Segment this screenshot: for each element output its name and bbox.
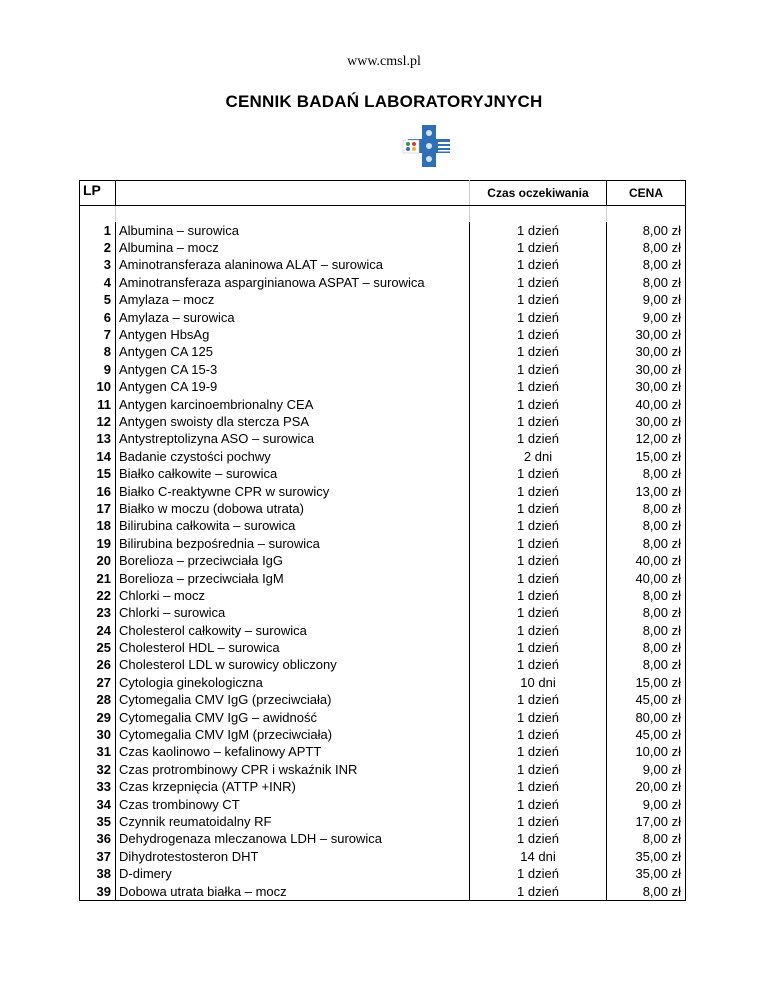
row-number: 24: [80, 622, 116, 639]
price: 8,00 zł: [607, 639, 686, 656]
test-name: Antygen CA 15-3: [116, 361, 470, 378]
table-row: [80, 831, 686, 848]
table-row: [80, 692, 686, 709]
waiting-time: 1 dzień: [470, 274, 607, 291]
table-row: [80, 605, 686, 622]
col-header-price: CENA: [607, 181, 686, 206]
table-row: [80, 779, 686, 796]
waiting-time: 1 dzień: [470, 326, 607, 343]
test-name: Bilirubina całkowita – surowica: [116, 518, 470, 535]
table-row: [80, 344, 686, 361]
waiting-time: 1 dzień: [470, 239, 607, 256]
price: 40,00 zł: [607, 570, 686, 587]
row-number: 2: [80, 239, 116, 256]
table-row: [80, 587, 686, 604]
row-number: 31: [80, 744, 116, 761]
row-number: 32: [80, 761, 116, 778]
price: 8,00 zł: [607, 239, 686, 256]
price: 40,00 zł: [607, 552, 686, 569]
test-name: Cholesterol całkowity – surowica: [116, 622, 470, 639]
test-name: Czas krzepnięcia (ATTP +INR): [116, 779, 470, 796]
price: 12,00 zł: [607, 431, 686, 448]
test-name: Aminotransferaza alaninowa ALAT – surowica: [116, 257, 470, 274]
waiting-time: 1 dzień: [470, 257, 607, 274]
table-row: [80, 326, 686, 343]
price: 8,00 zł: [607, 831, 686, 848]
row-number: 10: [80, 379, 116, 396]
table-row: [80, 761, 686, 778]
test-name: Białko całkowite – surowica: [116, 465, 470, 482]
waiting-time: 1 dzień: [470, 309, 607, 326]
table-row: [80, 483, 686, 500]
table-row: [80, 500, 686, 517]
waiting-time: 1 dzień: [470, 222, 607, 239]
table-row: [80, 657, 686, 674]
waiting-time: 1 dzień: [470, 552, 607, 569]
waiting-time: 1 dzień: [470, 431, 607, 448]
test-name: Białko C-reaktywne CPR w surowicy: [116, 483, 470, 500]
test-name: Cholesterol LDL w surowicy obliczony: [116, 657, 470, 674]
row-number: 19: [80, 535, 116, 552]
price: 35,00 zł: [607, 865, 686, 882]
waiting-time: 1 dzień: [470, 605, 607, 622]
row-number: 23: [80, 605, 116, 622]
test-name: Amylaza – mocz: [116, 292, 470, 309]
price: 30,00 zł: [607, 344, 686, 361]
test-name: Dobowa utrata białka – mocz: [116, 883, 470, 901]
waiting-time: 1 dzień: [470, 831, 607, 848]
test-name: Dihydrotestosteron DHT: [116, 848, 470, 865]
waiting-time: 14 dni: [470, 848, 607, 865]
price: 30,00 zł: [607, 379, 686, 396]
waiting-time: 1 dzień: [470, 865, 607, 882]
row-number: 12: [80, 413, 116, 430]
table-row: [80, 726, 686, 743]
row-number: 25: [80, 639, 116, 656]
price: 9,00 zł: [607, 796, 686, 813]
table-row: [80, 309, 686, 326]
test-name: Cholesterol HDL – surowica: [116, 639, 470, 656]
price: 15,00 zł: [607, 448, 686, 465]
table-row: [80, 570, 686, 587]
price: 8,00 zł: [607, 222, 686, 239]
row-number: 21: [80, 570, 116, 587]
row-number: 4: [80, 274, 116, 291]
row-number: 34: [80, 796, 116, 813]
test-name: Czynnik reumatoidalny RF: [116, 813, 470, 830]
row-number: 20: [80, 552, 116, 569]
table-row: [80, 239, 686, 256]
table-row: [80, 674, 686, 691]
test-name: D-dimery: [116, 865, 470, 882]
row-number: 22: [80, 587, 116, 604]
row-number: 37: [80, 848, 116, 865]
waiting-time: 1 dzień: [470, 761, 607, 778]
waiting-time: 1 dzień: [470, 465, 607, 482]
price: 8,00 zł: [607, 465, 686, 482]
waiting-time: 1 dzień: [470, 744, 607, 761]
test-name: Aminotransferaza asparginianowa ASPAT – surowica: [116, 274, 470, 291]
col-header-name: [116, 181, 470, 206]
table-row: [80, 222, 686, 239]
waiting-time: 1 dzień: [470, 726, 607, 743]
waiting-time: 1 dzień: [470, 587, 607, 604]
row-number: 27: [80, 674, 116, 691]
test-name: Antygen swoisty dla stercza PSA: [116, 413, 470, 430]
test-name: Albumina – mocz: [116, 239, 470, 256]
test-name: Cytomegalia CMV IgM (przeciwciała): [116, 726, 470, 743]
table-row: [80, 813, 686, 830]
row-number: 35: [80, 813, 116, 830]
table-row: [80, 465, 686, 482]
row-number: 1: [80, 222, 116, 239]
table-row: [80, 552, 686, 569]
price: 8,00 zł: [607, 257, 686, 274]
price: 30,00 zł: [607, 361, 686, 378]
waiting-time: 1 dzień: [470, 883, 607, 901]
row-number: 33: [80, 779, 116, 796]
table-row: [80, 396, 686, 413]
test-name: Borelioza – przeciwciała IgG: [116, 552, 470, 569]
test-name: Dehydrogenaza mleczanowa LDH – surowica: [116, 831, 470, 848]
row-number: 38: [80, 865, 116, 882]
price: 8,00 zł: [607, 500, 686, 517]
col-header-lp: LP: [80, 181, 116, 206]
test-name: Antygen karcinoembrionalny CEA: [116, 396, 470, 413]
price: 45,00 zł: [607, 692, 686, 709]
waiting-time: 1 dzień: [470, 361, 607, 378]
test-name: Czas kaolinowo – kefalinowy APTT: [116, 744, 470, 761]
waiting-time: 1 dzień: [470, 292, 607, 309]
price: 80,00 zł: [607, 709, 686, 726]
waiting-time: 1 dzień: [470, 379, 607, 396]
price-table: [79, 180, 686, 901]
table-row: [80, 639, 686, 656]
table-row: [80, 257, 686, 274]
table-row: [80, 865, 686, 882]
waiting-time: 1 dzień: [470, 396, 607, 413]
test-name: Antygen CA 19-9: [116, 379, 470, 396]
price: 8,00 zł: [607, 657, 686, 674]
test-name: Borelioza – przeciwciała IgM: [116, 570, 470, 587]
table-row: [80, 796, 686, 813]
row-number: 39: [80, 883, 116, 901]
row-number: 28: [80, 692, 116, 709]
test-name: Badanie czystości pochwy: [116, 448, 470, 465]
price: 10,00 zł: [607, 744, 686, 761]
row-number: 11: [80, 396, 116, 413]
price: 17,00 zł: [607, 813, 686, 830]
table-row: [80, 744, 686, 761]
row-number: 5: [80, 292, 116, 309]
spacer-row: [80, 206, 686, 223]
table-row: [80, 883, 686, 901]
test-name: Chlorki – surowica: [116, 605, 470, 622]
site-url: www.cmsl.pl: [347, 54, 421, 69]
medical-cross-logo-icon: [400, 123, 462, 169]
test-name: Antygen CA 125: [116, 344, 470, 361]
table-row: [80, 448, 686, 465]
row-number: 7: [80, 326, 116, 343]
waiting-time: 1 dzień: [470, 535, 607, 552]
row-number: 17: [80, 500, 116, 517]
waiting-time: 1 dzień: [470, 500, 607, 517]
waiting-time: 1 dzień: [470, 779, 607, 796]
test-name: Amylaza – surowica: [116, 309, 470, 326]
price: 8,00 zł: [607, 274, 686, 291]
row-number: 18: [80, 518, 116, 535]
row-number: 30: [80, 726, 116, 743]
waiting-time: 1 dzień: [470, 622, 607, 639]
waiting-time: 1 dzień: [470, 639, 607, 656]
price: 30,00 zł: [607, 326, 686, 343]
price: 20,00 zł: [607, 779, 686, 796]
row-number: 13: [80, 431, 116, 448]
waiting-time: 1 dzień: [470, 483, 607, 500]
table-row: [80, 848, 686, 865]
row-number: 3: [80, 257, 116, 274]
waiting-time: 1 dzień: [470, 709, 607, 726]
price: 8,00 zł: [607, 587, 686, 604]
price: 40,00 zł: [607, 396, 686, 413]
price: 9,00 zł: [607, 309, 686, 326]
price: 9,00 zł: [607, 761, 686, 778]
price: 8,00 zł: [607, 605, 686, 622]
table-row: [80, 518, 686, 535]
table-row: [80, 274, 686, 291]
page-title: CENNIK BADAŃ LABORATORYJNYCH: [225, 92, 543, 111]
test-name: Bilirubina bezpośrednia – surowica: [116, 535, 470, 552]
table-row: [80, 413, 686, 430]
table-row: [80, 535, 686, 552]
table-header-row: [80, 181, 686, 206]
waiting-time: 1 dzień: [470, 413, 607, 430]
table-row: [80, 431, 686, 448]
row-number: 26: [80, 657, 116, 674]
test-name: Chlorki – mocz: [116, 587, 470, 604]
table-body: [80, 222, 686, 901]
waiting-time: 1 dzień: [470, 518, 607, 535]
test-name: Antystreptolizyna ASO – surowica: [116, 431, 470, 448]
table-row: [80, 292, 686, 309]
row-number: 9: [80, 361, 116, 378]
waiting-time: 1 dzień: [470, 570, 607, 587]
price: 8,00 zł: [607, 883, 686, 901]
table-row: [80, 379, 686, 396]
row-number: 15: [80, 465, 116, 482]
waiting-time: 10 dni: [470, 674, 607, 691]
row-number: 36: [80, 831, 116, 848]
price: 45,00 zł: [607, 726, 686, 743]
waiting-time: 1 dzień: [470, 796, 607, 813]
price: 30,00 zł: [607, 413, 686, 430]
test-name: Cytomegalia CMV IgG – awidność: [116, 709, 470, 726]
price: 8,00 zł: [607, 518, 686, 535]
price: 8,00 zł: [607, 535, 686, 552]
table-row: [80, 622, 686, 639]
col-header-time: Czas oczekiwania: [470, 181, 607, 206]
row-number: 6: [80, 309, 116, 326]
row-number: 14: [80, 448, 116, 465]
row-number: 8: [80, 344, 116, 361]
test-name: Antygen HbsAg: [116, 326, 470, 343]
waiting-time: 2 dni: [470, 448, 607, 465]
table-row: [80, 361, 686, 378]
waiting-time: 1 dzień: [470, 344, 607, 361]
price: 35,00 zł: [607, 848, 686, 865]
row-number: 16: [80, 483, 116, 500]
test-name: Czas trombinowy CT: [116, 796, 470, 813]
test-name: Cytologia ginekologiczna: [116, 674, 470, 691]
test-name: Czas protrombinowy CPR i wskaźnik INR: [116, 761, 470, 778]
waiting-time: 1 dzień: [470, 692, 607, 709]
price: 13,00 zł: [607, 483, 686, 500]
waiting-time: 1 dzień: [470, 813, 607, 830]
test-name: Białko w moczu (dobowa utrata): [116, 500, 470, 517]
test-name: Albumina – surowica: [116, 222, 470, 239]
price: 15,00 zł: [607, 674, 686, 691]
row-number: 29: [80, 709, 116, 726]
test-name: Cytomegalia CMV IgG (przeciwciała): [116, 692, 470, 709]
table-row: [80, 709, 686, 726]
price: 8,00 zł: [607, 622, 686, 639]
waiting-time: 1 dzień: [470, 657, 607, 674]
price: 9,00 zł: [607, 292, 686, 309]
